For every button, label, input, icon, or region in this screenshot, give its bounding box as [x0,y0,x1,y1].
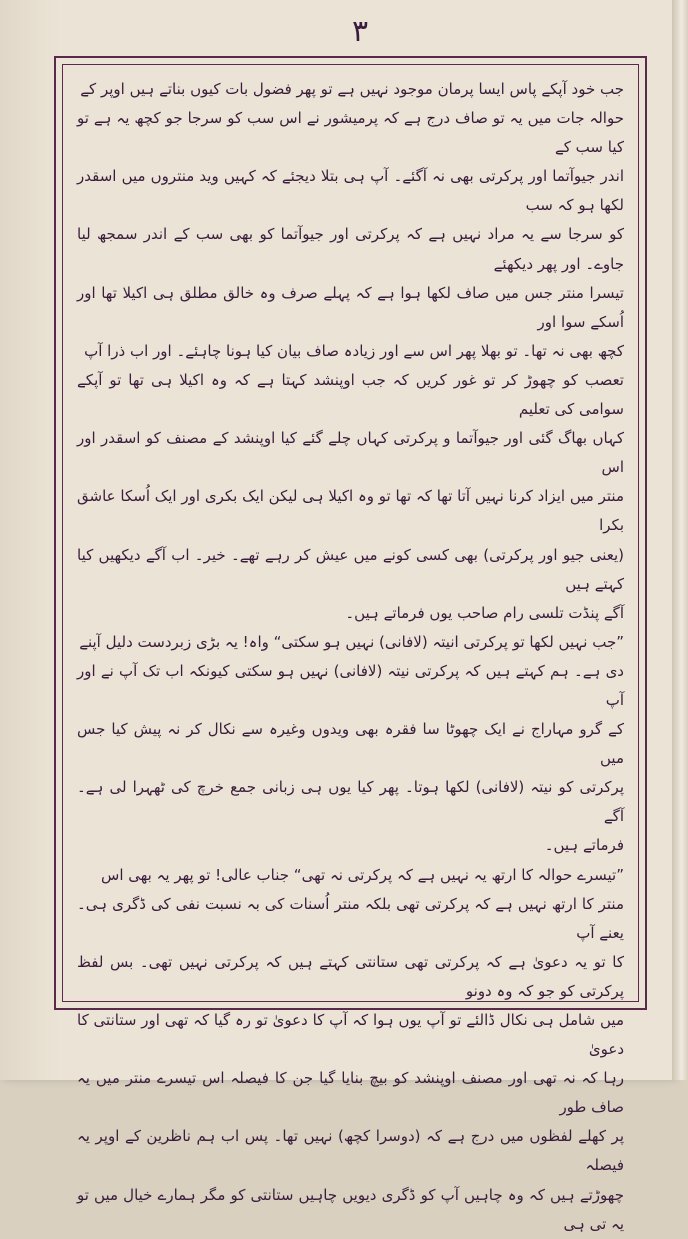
text-border-inner [62,64,639,1233]
text-line: کہاں بھاگ گئی اور جیوآتما و پرکرتی کہاں چلے گئے کیا اوپنشد کے مصنف کو اسقدر اور اس [77,429,624,477]
body-text [77,75,624,1233]
text-line: تعصب کو چھوڑ کر تو غور کریں کہ جب اوپنشد کہتا ہے کہ وہ اکیلا ہی تھا تو آپکے سوامی کی تعلیم [77,370,624,419]
text-line: رہا کہ نہ تھی اور مصنف اوپنشد کو بیچ بنایا گیا جن کا فیصلہ اس تیسرے منتر میں یہ صاف طور [77,1069,624,1117]
quote-line: ”تیسرے حوالہ کا ارتھ یہ نہیں ہے کہ پرکرتی نہ تھی“ جناب عالی! تو پھر یہ بھی اس [101,865,624,884]
page-number: ۳ [351,14,369,49]
text-line: چھوڑتے ہیں کہ وہ چاہیں آپ کو ڈگری دیویں چاہیں ستانتی کو مگر ہمارے خیال میں تو یہ تی ہی [77,1185,624,1233]
text-line: جب خود آپکے پاس ایسا پرمان موجود نہیں ہے تو پھر فضول بات کیوں بناتے ہیں اوپر کے [80,80,624,98]
text-line: حوالہ جات میں یہ تو صاف درج ہے کہ پرمیشور نے اس سب کو سرجا جو کچھ یہ ہے تو کیا سب کے [77,109,624,157]
book-spine-edge [672,0,688,1080]
text-line: اندر جیوآتما اور پرکرتی بھی نہ آگئے۔ آپ ہی بتلا دیجئے کہ کہیں وید منتروں میں اسقدر لکھا ہو کہ سب [77,167,624,215]
text-line: کے گرو مہاراج نے ایک چھوٹا سا فقرہ بھی ویدوں وغیرہ سے نکال کر نہ پیش کیا جس میں [77,720,624,768]
text-line: پرکرتی کو نیتہ (لافانی) لکھا ہوتا۔ پھر کیا یوں ہی زبانی جمع خرچ کی ٹھہرا لی ہے۔ آگے [77,778,624,826]
text-line: کو سرجا سے یہ مراد نہیں ہے کہ پرکرتی اور جیوآتما کو بھی سب کے اندر سمجھ لیا جاوے۔ اور پھر دیکھئے [77,225,624,273]
text-line: کچھ بھی نہ تھا۔ تو بھلا پھر اس سے اور زیادہ صاف بیان کیا ہونا چاہئے۔ اور اب ذرا آپ [84,341,624,360]
text-line: کا تو یہ دعویٰ ہے کہ پرکرتی تھی ستانتی کہتے ہیں کہ پرکرتی نہیں تھی۔ بس لفظ پرکرتی کو جو کہ وہ دونو [77,952,624,1000]
page-edge-shadow [0,0,60,1080]
text-line: فرماتے ہیں۔ [544,836,624,855]
text-line: منتر کا ارتھ نہیں ہے کہ پرکرتی تھی بلکہ منتر اُسنات کی بہ نسبت نفی کی ڈگری ہی۔ یعنے آپ [77,894,624,942]
text-line: تیسرا منتر جس میں صاف لکھا ہوا ہے کہ پہلے صرف وہ خالق مطلق ہی اکیلا تھا اور اُسکے سوا اور [77,283,624,331]
text-line: (یعنی جیو اور پرکرتی) بھی کسی کونے میں عیش کر رہے تھے۔ خیر۔ اب آگے دیکھیں کیا کہتے ہیں [77,545,624,593]
text-line: دی ہے۔ ہم کہتے ہیں کہ پرکرتی نیتہ (لافانی) نہیں ہو سکتی کیونکہ اب تک آپ نے اور آپ [77,661,624,709]
text-border-frame [54,56,647,1233]
text-line: آگے پنڈت تلسی رام صاحب یوں فرماتے ہیں۔ [345,603,624,622]
text-line: پر کھلے لفظوں میں درج ہے کہ (دوسرا کچھ) نہیں تھا۔ پس اب ہم ناظرین کے اوپر یہ فیصلہ [77,1127,624,1175]
quote-line: ”جب نہیں لکھا تو پرکرتی انیتہ (لافانی) نہیں ہو سکتی“ واہ! یہ بڑی زبردست دلیل آپنے [79,632,624,651]
text-line: منتر میں ایزاد کرنا نہیں آتا تھا کہ تھا تو وہ اکیلا ہی لیکن ایک بکری اور ایک اُسکا عاشق بکرا [77,487,624,535]
text-line: میں شامل ہی نکال ڈالئے تو آپ یوں ہوا کہ آپ کا دعویٰ تو رہ گیا کہ تھی اور ستانتی کا دعویٰ [77,1011,624,1059]
